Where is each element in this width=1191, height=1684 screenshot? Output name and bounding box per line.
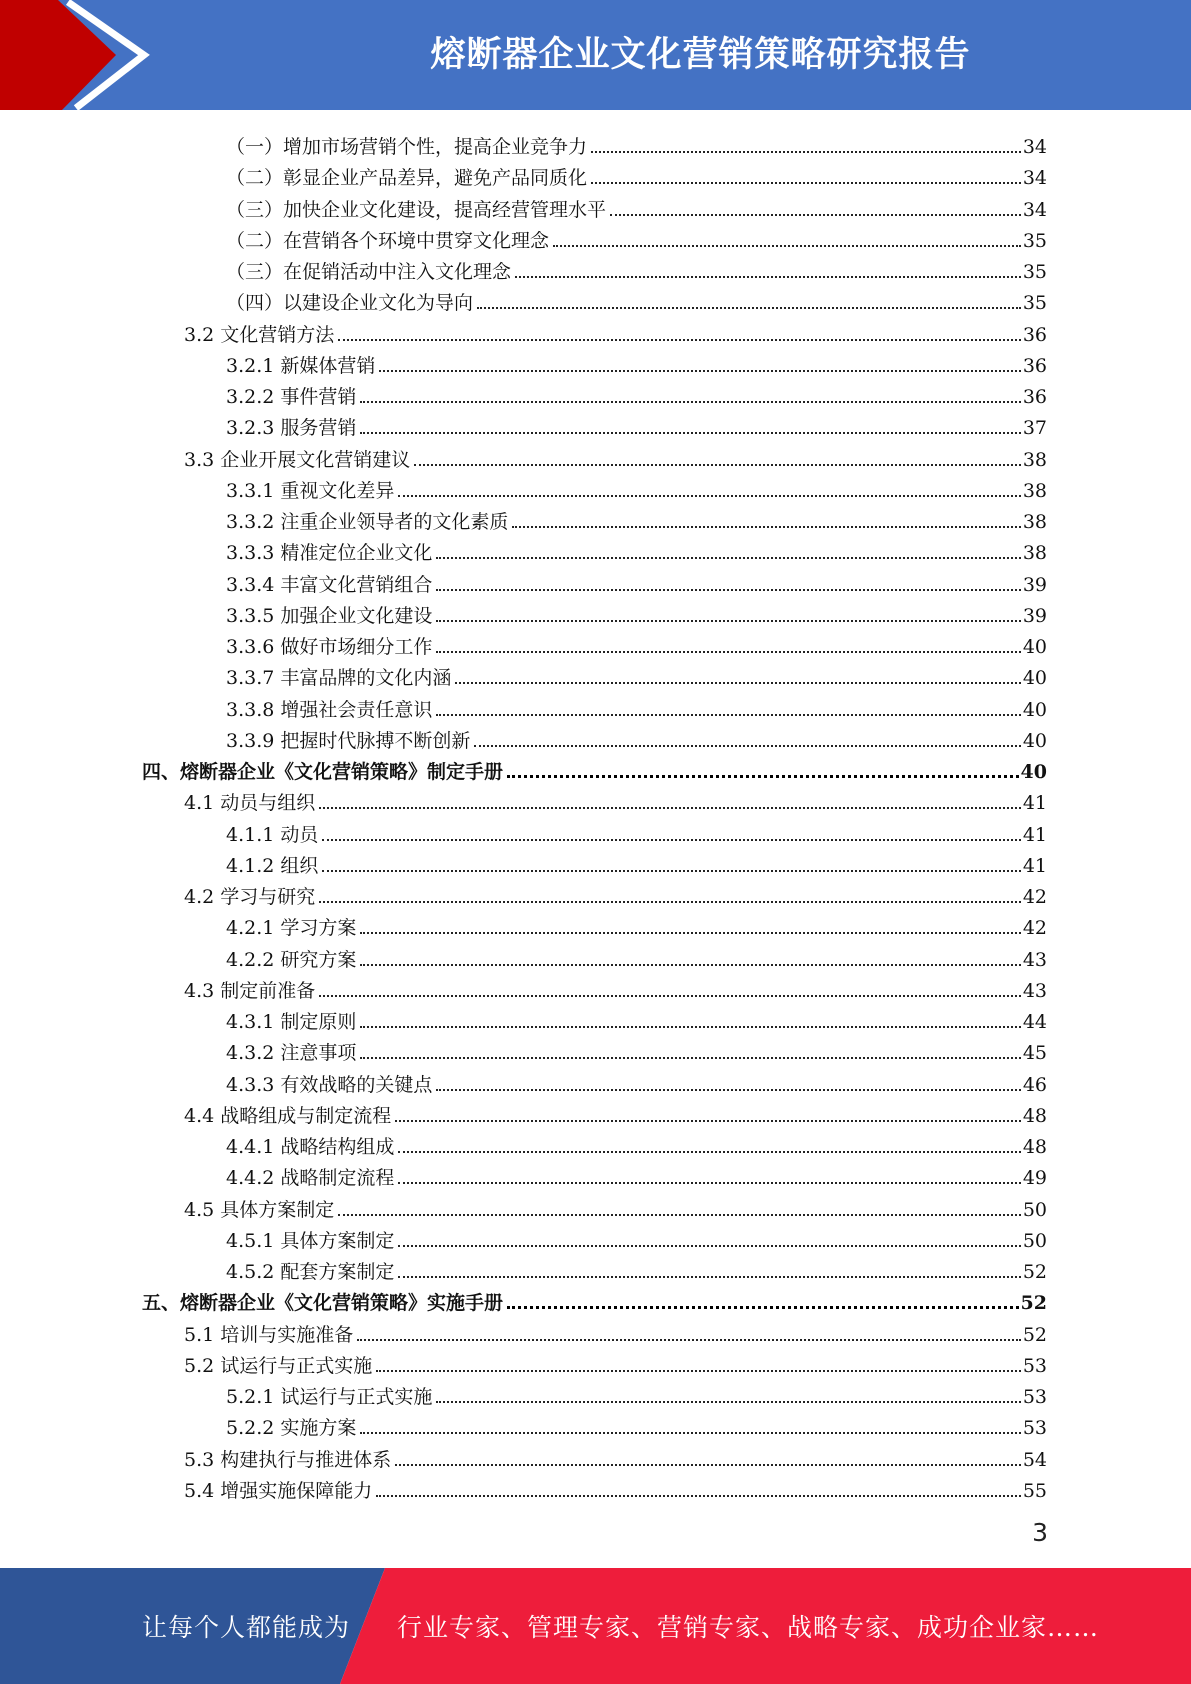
toc-entry-page: 52 bbox=[1020, 1292, 1047, 1315]
toc-dot-leader bbox=[507, 775, 1019, 778]
toc-entry[interactable] bbox=[142, 753, 1047, 784]
toc-entry-title: 五、熔断器企业《文化营销策略》实施手册 bbox=[142, 1292, 504, 1315]
page-number: 3 bbox=[1032, 1518, 1048, 1547]
toc-dot-leader bbox=[398, 495, 1020, 497]
toc-entry[interactable] bbox=[226, 159, 1047, 190]
toc-entry-page: 35 bbox=[1022, 292, 1047, 315]
toc-dot-leader bbox=[477, 307, 1021, 309]
toc-entry[interactable] bbox=[226, 597, 1047, 628]
toc-entry-page: 41 bbox=[1022, 823, 1047, 846]
toc-dot-leader bbox=[436, 589, 1020, 591]
toc-entry[interactable] bbox=[226, 222, 1047, 253]
toc-entry-title: 4.1 动员与组织 bbox=[184, 792, 316, 815]
toc-entry[interactable] bbox=[184, 1347, 1047, 1378]
toc-dot-leader bbox=[436, 1401, 1020, 1403]
toc-entry[interactable] bbox=[184, 784, 1047, 815]
toc-dot-leader bbox=[553, 245, 1021, 247]
toc-entry-title: （一）增加市场营销个性，提高企业竞争力 bbox=[226, 136, 588, 158]
toc-dot-leader bbox=[591, 151, 1021, 153]
toc-dot-leader bbox=[610, 214, 1021, 216]
toc-entry-page: 40 bbox=[1022, 729, 1047, 752]
toc-dot-leader bbox=[436, 557, 1020, 559]
toc-dot-leader bbox=[319, 995, 1021, 997]
toc-dot-leader bbox=[398, 1245, 1020, 1247]
toc-entry-page: 35 bbox=[1022, 261, 1047, 283]
toc-entry-page: 45 bbox=[1022, 1042, 1047, 1065]
toc-entry-title: 3.3.8 增强社会责任意识 bbox=[226, 698, 433, 721]
toc-entry[interactable] bbox=[226, 847, 1047, 878]
toc-entry[interactable] bbox=[226, 534, 1047, 565]
toc-dot-leader bbox=[398, 1182, 1020, 1184]
toc-entry[interactable] bbox=[226, 253, 1047, 284]
toc-entry-page: 54 bbox=[1022, 1448, 1047, 1471]
toc-entry-page: 35 bbox=[1022, 229, 1047, 252]
toc-entry-title: 3.3.1 重视文化差异 bbox=[226, 479, 395, 502]
toc-entry[interactable] bbox=[184, 1097, 1047, 1128]
toc-entry-title: 4.3 制定前准备 bbox=[184, 979, 316, 1002]
toc-entry[interactable] bbox=[226, 472, 1047, 503]
toc-entry[interactable] bbox=[184, 1441, 1047, 1472]
toc-entry-page: 39 bbox=[1022, 573, 1047, 596]
toc-entry[interactable] bbox=[226, 1159, 1047, 1190]
toc-entry-title: 3.3.6 做好市场细分工作 bbox=[226, 636, 433, 658]
toc-entry[interactable] bbox=[226, 628, 1047, 659]
toc-dot-leader bbox=[360, 432, 1020, 434]
toc-entry[interactable] bbox=[226, 378, 1047, 409]
toc-entry-page: 38 bbox=[1022, 448, 1047, 471]
toc-entry-title: 4.4 战略组成与制定流程 bbox=[184, 1104, 392, 1127]
toc-dot-leader bbox=[360, 964, 1020, 966]
toc-entry-title: 3.2.3 服务营销 bbox=[226, 417, 357, 440]
toc-entry-title: 4.2.1 学习方案 bbox=[226, 917, 357, 940]
toc-entry[interactable] bbox=[226, 1003, 1047, 1034]
toc-dot-leader bbox=[360, 1026, 1020, 1028]
toc-entry[interactable] bbox=[226, 566, 1047, 597]
footer-slogan-right: 行业专家、管理专家、营销专家、战略专家、成功企业家…… bbox=[397, 1613, 1100, 1642]
page-header bbox=[0, 0, 1191, 110]
toc-entry-page: 38 bbox=[1022, 511, 1047, 533]
toc-entry-page: 55 bbox=[1022, 1479, 1047, 1502]
toc-entry[interactable] bbox=[226, 1034, 1047, 1065]
toc-entry-title: 3.3.2 注重企业领导者的文化素质 bbox=[226, 511, 509, 533]
toc-entry-title: 4.5.1 具体方案制定 bbox=[226, 1229, 395, 1252]
toc-entry[interactable] bbox=[226, 691, 1047, 722]
toc-entry[interactable] bbox=[184, 972, 1047, 1003]
toc-dot-leader bbox=[322, 839, 1020, 841]
toc-entry-title: 4.1.1 动员 bbox=[226, 823, 319, 846]
toc-entry[interactable] bbox=[226, 1066, 1047, 1097]
toc-dot-leader bbox=[436, 620, 1020, 622]
arrow-chevron-decoration bbox=[0, 0, 160, 110]
toc-entry-title: 3.2.2 事件营销 bbox=[226, 386, 357, 408]
toc-dot-leader bbox=[360, 1057, 1020, 1059]
toc-entry[interactable] bbox=[226, 284, 1047, 315]
toc-dot-leader bbox=[507, 1306, 1019, 1309]
toc-dot-leader bbox=[338, 1214, 1021, 1216]
toc-entry-page: 42 bbox=[1022, 886, 1047, 908]
toc-dot-leader bbox=[436, 1089, 1020, 1091]
toc-entry-page: 36 bbox=[1022, 354, 1047, 377]
toc-entry-page: 34 bbox=[1022, 167, 1047, 190]
toc-entry[interactable] bbox=[226, 1409, 1047, 1440]
toc-dot-leader bbox=[455, 682, 1020, 684]
toc-entry-page: 52 bbox=[1022, 1261, 1047, 1283]
toc-entry-title: 5.1 培训与实施准备 bbox=[184, 1323, 354, 1346]
toc-entry-title: 4.3.1 制定原则 bbox=[226, 1011, 357, 1033]
toc-entry-title: 3.3.7 丰富品牌的文化内涵 bbox=[226, 667, 452, 690]
toc-entry-title: 4.4.2 战略制定流程 bbox=[226, 1167, 395, 1190]
toc-entry-page: 42 bbox=[1022, 917, 1047, 940]
toc-entry-title: 5.3 构建执行与推进体系 bbox=[184, 1448, 392, 1471]
toc-dot-leader bbox=[360, 1432, 1020, 1434]
toc-entry-page: 40 bbox=[1022, 698, 1047, 721]
toc-entry[interactable] bbox=[142, 1284, 1047, 1315]
toc-entry[interactable] bbox=[184, 316, 1047, 347]
toc-entry[interactable] bbox=[184, 1191, 1047, 1222]
toc-dot-leader bbox=[357, 1339, 1021, 1341]
toc-entry-title: 4.5 具体方案制定 bbox=[184, 1198, 335, 1221]
toc-entry[interactable] bbox=[226, 503, 1047, 534]
toc-entry-title: 5.2 试运行与正式实施 bbox=[184, 1354, 373, 1377]
toc-dot-leader bbox=[376, 1370, 1021, 1372]
toc-dot-leader bbox=[436, 714, 1020, 716]
toc-entry-page: 50 bbox=[1022, 1198, 1047, 1221]
toc-entry[interactable] bbox=[226, 1253, 1047, 1284]
toc-entry-page: 41 bbox=[1022, 854, 1047, 877]
toc-dot-leader bbox=[319, 901, 1021, 903]
toc-entry[interactable] bbox=[226, 722, 1047, 753]
toc-entry-title: 5.4 增强实施保障能力 bbox=[184, 1479, 373, 1502]
toc-dot-leader bbox=[376, 1495, 1021, 1497]
toc-entry[interactable] bbox=[226, 191, 1047, 222]
toc-entry[interactable] bbox=[184, 441, 1047, 472]
toc-entry[interactable] bbox=[184, 1316, 1047, 1347]
toc-entry-page: 41 bbox=[1022, 792, 1047, 815]
toc-dot-leader bbox=[322, 870, 1020, 872]
footer-slogan-left: 让每个人都能成为 bbox=[142, 1613, 351, 1642]
toc-entry-title: 4.1.2 组织 bbox=[226, 854, 319, 877]
toc-entry-page: 43 bbox=[1022, 948, 1047, 971]
toc-entry-page: 40 bbox=[1022, 636, 1047, 658]
toc-entry[interactable] bbox=[226, 347, 1047, 378]
toc-entry-page: 48 bbox=[1022, 1136, 1047, 1158]
toc-entry-page: 53 bbox=[1022, 1386, 1047, 1408]
toc-entry[interactable] bbox=[184, 1472, 1047, 1503]
toc-dot-leader bbox=[360, 401, 1020, 403]
toc-entry-title: 3.2 文化营销方法 bbox=[184, 323, 335, 346]
toc-entry-title: （三）在促销活动中注入文化理念 bbox=[226, 261, 512, 283]
toc-entry-page: 37 bbox=[1022, 417, 1047, 440]
toc-entry-title: 四、熔断器企业《文化营销策略》制定手册 bbox=[142, 761, 504, 783]
toc-entry[interactable] bbox=[226, 941, 1047, 972]
toc-entry-page: 46 bbox=[1022, 1073, 1047, 1096]
toc-dot-leader bbox=[379, 370, 1020, 372]
toc-entry-page: 34 bbox=[1022, 136, 1047, 158]
toc-entry-title: 3.3.5 加强企业文化建设 bbox=[226, 604, 433, 627]
toc-dot-leader bbox=[338, 339, 1021, 341]
toc-entry-page: 38 bbox=[1022, 479, 1047, 502]
toc-entry-title: 3.3.3 精准定位企业文化 bbox=[226, 542, 433, 565]
toc-entry-title: 4.5.2 配套方案制定 bbox=[226, 1261, 395, 1283]
toc-entry-title: 3.3.4 丰富文化营销组合 bbox=[226, 573, 433, 596]
page-footer bbox=[0, 1568, 1191, 1684]
toc-entry-page: 40 bbox=[1022, 667, 1047, 690]
toc-dot-leader bbox=[395, 1464, 1021, 1466]
toc-entry-title: 3.2.1 新媒体营销 bbox=[226, 354, 376, 377]
toc-dot-leader bbox=[319, 807, 1021, 809]
toc-entry-page: 53 bbox=[1022, 1417, 1047, 1440]
toc-entry-page: 50 bbox=[1022, 1229, 1047, 1252]
toc-entry-title: 4.3.3 有效战略的关键点 bbox=[226, 1073, 433, 1096]
toc-entry[interactable] bbox=[226, 1128, 1047, 1159]
toc-entry[interactable] bbox=[226, 816, 1047, 847]
toc-entry-page: 53 bbox=[1022, 1354, 1047, 1377]
toc-entry[interactable] bbox=[226, 1378, 1047, 1409]
toc-entry-page: 38 bbox=[1022, 542, 1047, 565]
toc-dot-leader bbox=[515, 276, 1021, 278]
toc-entry-page: 44 bbox=[1022, 1011, 1047, 1033]
toc-dot-leader bbox=[591, 182, 1021, 184]
toc-dot-leader bbox=[512, 526, 1020, 528]
toc-entry-title: （二）在营销各个环境中贯穿文化理念 bbox=[226, 229, 550, 252]
toc-dot-leader bbox=[398, 1151, 1020, 1153]
report-title: 熔断器企业文化营销策略研究报告 bbox=[430, 35, 971, 75]
toc-entry-page: 39 bbox=[1022, 604, 1047, 627]
toc-entry-page: 49 bbox=[1022, 1167, 1047, 1190]
toc-entry-title: （三）加快企业文化建设，提高经营管理水平 bbox=[226, 198, 607, 221]
toc-dot-leader bbox=[414, 464, 1021, 466]
toc-entry-title: 4.2.2 研究方案 bbox=[226, 948, 357, 971]
toc-entry-title: （四）以建设企业文化为导向 bbox=[226, 292, 474, 315]
toc-dot-leader bbox=[360, 932, 1020, 934]
toc-dot-leader bbox=[474, 745, 1020, 747]
toc-entry[interactable] bbox=[226, 659, 1047, 690]
toc-entry-title: 3.3 企业开展文化营销建议 bbox=[184, 448, 411, 471]
toc-entry[interactable] bbox=[226, 909, 1047, 940]
toc-entry[interactable] bbox=[184, 878, 1047, 909]
toc-entry[interactable] bbox=[226, 128, 1047, 159]
toc-entry-title: 5.2.1 试运行与正式实施 bbox=[226, 1386, 433, 1408]
toc-entry-page: 48 bbox=[1022, 1104, 1047, 1127]
toc-entry-title: 4.3.2 注意事项 bbox=[226, 1042, 357, 1065]
toc-entry-page: 36 bbox=[1022, 386, 1047, 408]
toc-entry[interactable] bbox=[226, 1222, 1047, 1253]
toc-entry-title: 4.2 学习与研究 bbox=[184, 886, 316, 908]
toc-entry-page: 43 bbox=[1022, 979, 1047, 1002]
toc-entry-page: 36 bbox=[1022, 323, 1047, 346]
toc-dot-leader bbox=[395, 1120, 1021, 1122]
toc-entry-page: 34 bbox=[1022, 198, 1047, 221]
toc-entry-title: 3.3.9 把握时代脉搏不断创新 bbox=[226, 729, 471, 752]
toc-entry-title: 4.4.1 战略结构组成 bbox=[226, 1136, 395, 1158]
toc-dot-leader bbox=[398, 1276, 1020, 1278]
toc-dot-leader bbox=[436, 651, 1020, 653]
toc-entry-page: 40 bbox=[1020, 761, 1047, 783]
toc-entry-title: 5.2.2 实施方案 bbox=[226, 1417, 357, 1440]
toc-entry-page: 52 bbox=[1022, 1323, 1047, 1346]
toc-entry-title: （二）彰显企业产品差异，避免产品同质化 bbox=[226, 167, 588, 190]
toc-entry[interactable] bbox=[226, 409, 1047, 440]
